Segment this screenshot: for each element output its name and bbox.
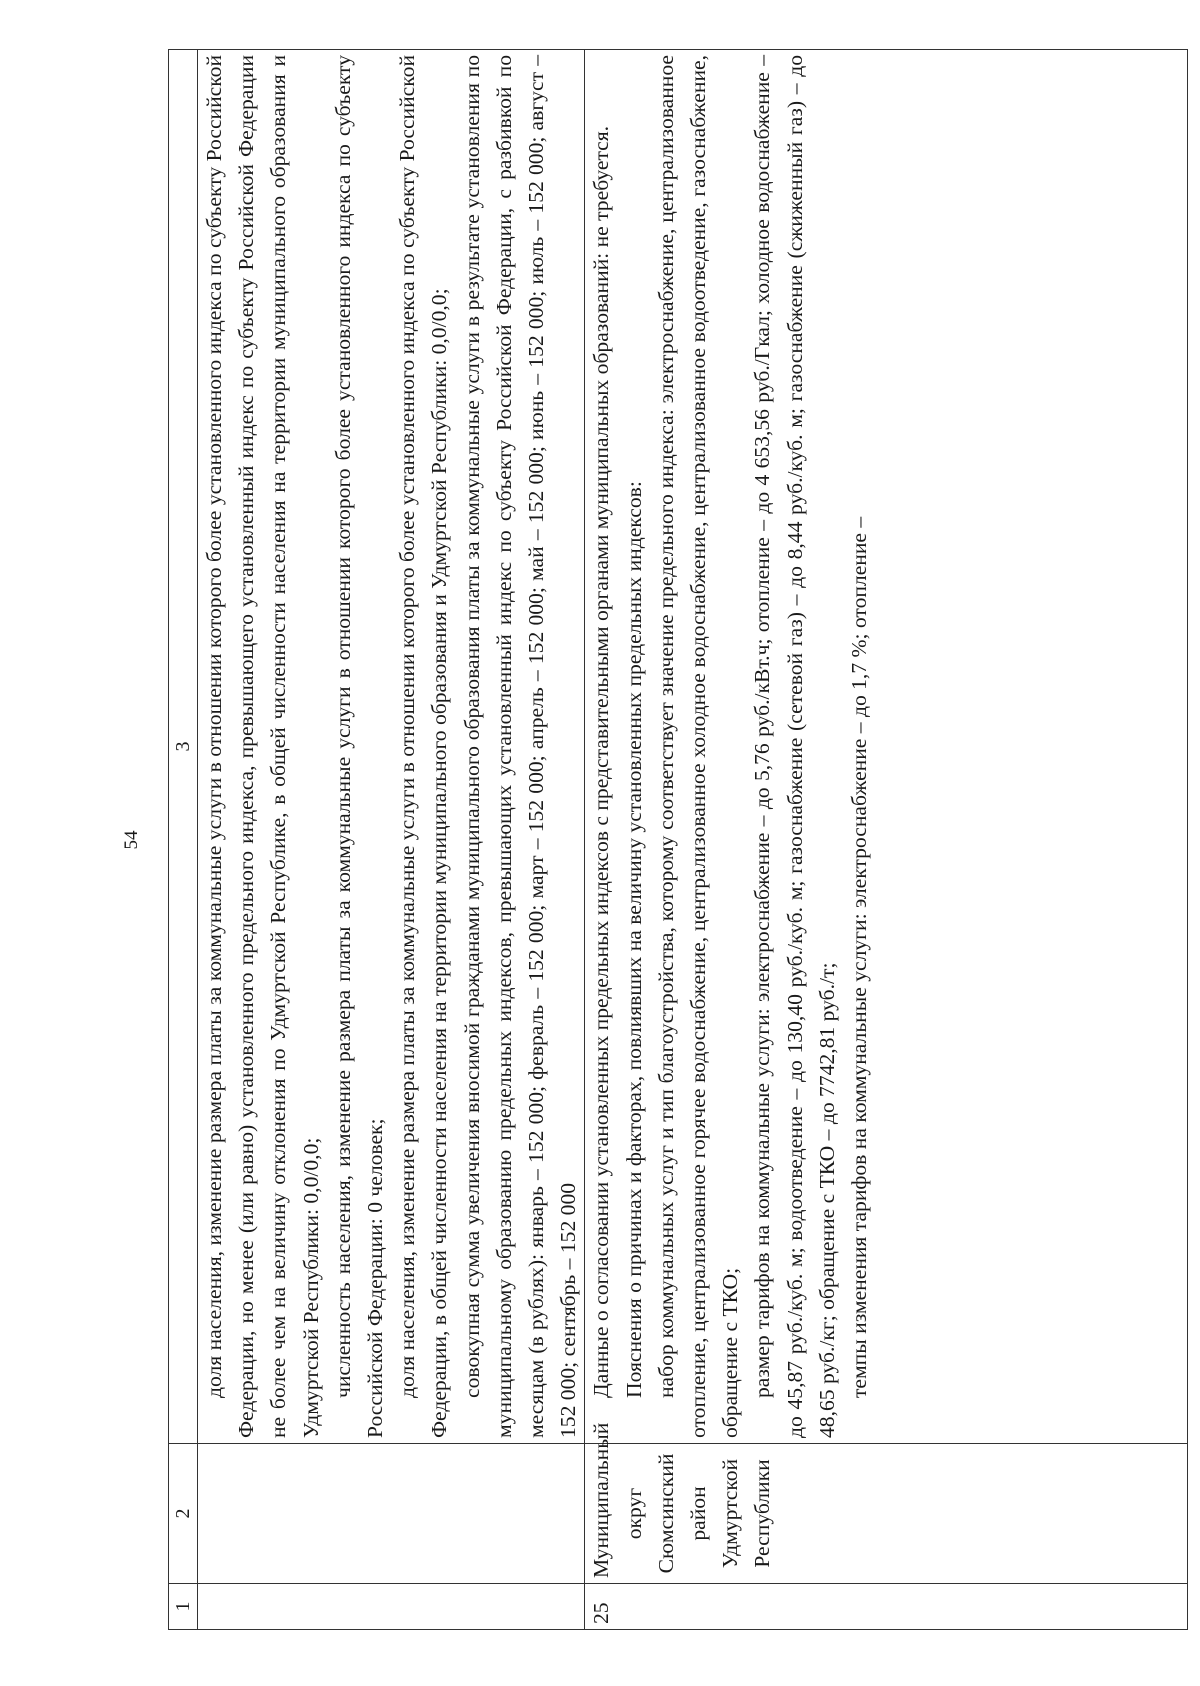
description-paragraph: набор коммунальных услуг и тип благоустройства, которому соответствует значение предельного индекса: электроснабжение, централизованное отопление, централизованное горячее водоснабжение, централизованное холодное водоснабжение, централизованное водоотведение, газоснабжение, обращение с ТКО; bbox=[653, 55, 743, 1438]
description-paragraph: темпы изменения тарифов на коммунальные услуги: электроснабжение – до 1,7 %; отопление – bbox=[847, 516, 872, 1398]
table-row bbox=[198, 50, 585, 1630]
description-paragraph: Пояснения о причинах и факторах, повлиявших на величину установленных предельных индексов: bbox=[621, 481, 646, 1398]
rotated-page-content bbox=[168, 50, 1188, 1630]
header-cell-3: 3 bbox=[169, 50, 198, 1444]
description-paragraph: численность населения, изменение размера платы за коммунальные услуги в отношении которого более установленного индекса по субъекту Российской Федерации: 0 человек; bbox=[330, 55, 388, 1438]
description-paragraph: доля населения, изменение размера платы за коммунальные услуги в отношении которого более установленного индекса по субъекту Российской Федерации, но менее (или равно) установленного предельного индекса, превышающего установленный индекс по субъекту Российской Федерации не более чем на величину отклонения по Удмуртской Республике, в общей численности населения на территории муниципального образования и Удмуртской Республики: 0,0/0,0; bbox=[202, 55, 323, 1438]
description-paragraph: Данные о согласовании установленных предельных индексов с представительными органами муниципальных образований: не требуется. bbox=[589, 125, 614, 1398]
municipality-cell: Муниципальный округ Сюмсинский район Удмуртской Республики bbox=[585, 1444, 1188, 1584]
page-number: 54 bbox=[121, 830, 142, 850]
municipality-cell bbox=[198, 1444, 585, 1584]
description-paragraph: совокупная сумма увеличения вносимой гражданами муниципального образования платы за коммунальные услуги в результате установления по муниципальному образованию предельных индексов, превышающих установленный индекс по субъекту Российской Федерации, с разбивкой по месяцам (в рублях): январь – 152 000; февраль – 152 000; март – 152 000; апрель – 152 000; май – 152 000; июнь – 152 000; июль – 152 000; август – 152 000; сентябрь – 152 000 bbox=[459, 55, 581, 1438]
row-number-cell bbox=[198, 1584, 585, 1630]
table-header-row bbox=[169, 50, 198, 1630]
description-cell bbox=[198, 50, 585, 1444]
header-cell-2: 2 bbox=[169, 1444, 198, 1584]
description-cell bbox=[585, 50, 1188, 1444]
table-row bbox=[585, 50, 1188, 1630]
document-table bbox=[168, 49, 1188, 1630]
row-number-cell: 25 bbox=[585, 1584, 1188, 1630]
description-paragraph: доля населения, изменение размера платы за коммунальные услуги в отношении которого более установленного индекса по субъекту Российской Федерации, в общей численности населения на территории муниципального образования и Удмуртской Республики: 0,0/0,0; bbox=[395, 55, 452, 1438]
header-cell-1: 1 bbox=[169, 1584, 198, 1630]
description-paragraph: размер тарифов на коммунальные услуги: электроснабжение – до 5,76 руб./кВт.ч; отопление – до 4 653,56 руб./Гкал; холодное водоснабжение – до 45,87 руб./куб. м; водоотведение – до 130,40 руб./куб. м; газоснабжение (сетевой газ) – до 8,44 руб./куб. м; газоснабжение (сжиженный газ) – до 48,65 руб./кг; обращение с ТКО – до 7742,81 руб./т; bbox=[750, 55, 839, 1438]
